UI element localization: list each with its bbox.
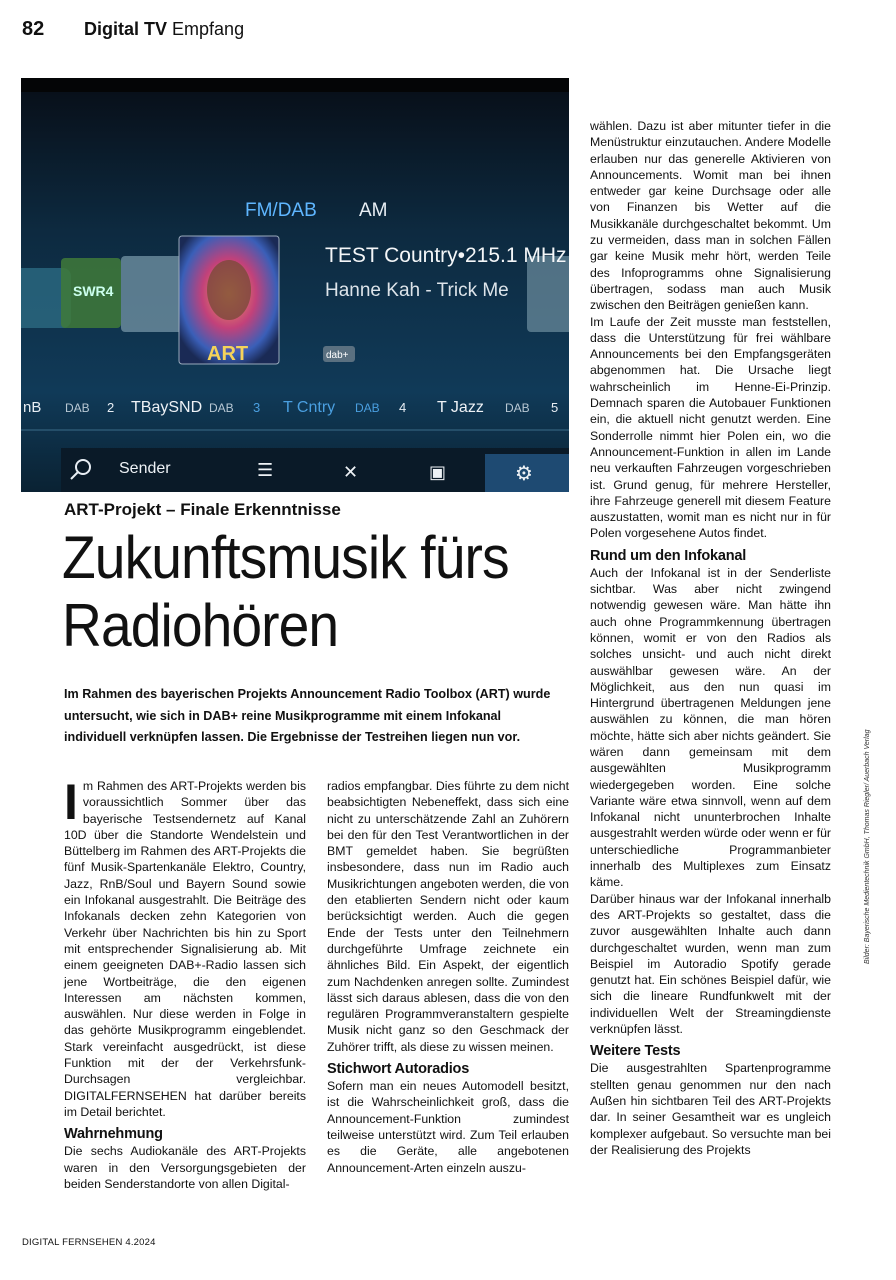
track-title: Hanne Kah - Trick Me: [325, 280, 509, 301]
svg-text:3: 3: [253, 400, 261, 415]
station-item[interactable]: T Jazz: [437, 399, 484, 416]
column-3: wählen. Dazu ist aber mitunter tiefer in die Menüstruktur einzutauchen. Andere Modelle erlauben nur das generelle Aktivieren von Announcements. Womit man bei ihnen entweder gar keine Durchsage oder alle von Finanzen bis Wetter auf die Musikkanäle durchgeschaltet bekommt. Um zu vermeiden, dass man in solchen Fällen gar keine Musik mehr hört, werden Teile des Infoprogramms ohne Signalisierung übertragen, sodass man auch Musik zwischen den Beiträgen genießen kann. Im Laufe der Zeit musste man feststellen, dass die Unterstützung für frei wählbare Announcements bei den Empfangsgeräten abgenommen hat. Die Ursache liegt wahrscheinlich im Henne-Ei-Prinzip. Demnach sparen die Autobauer Funktionen ein, die aktuell nicht genutzt werden. Eine Sonderrolle nimmt hier Polen ein, wo die Announcement-Funktion in allen im Lande neu verkauften Fahrzeugen vorgeschrieben ist. Grund genug, für mehrere Hersteller, ihre Fahrzeuge generell mit diesem Feature auszustatten, womit man es nicht nur in für Polen vorgesehene Autos findet. Rund um den Infokanal Auch der Infokanal ist in der Senderliste sichtbar. Was aber nicht zwingend notwendig gewesen wäre. Man hätte ihn auch ohne Programmkennung übertragen können, womit er von den Radios als solches unsicht- und auch nicht direkt auswählbar gewesen wäre. An der Möglichkeit, aus den nun quasi im Hintergrund übertragenen Meldungen jene auswählen zu können, die man hören möchte, hätte sich aber nichts geändert. Sie wären dann gemeinsam mit dem ausgewählten Musikprogramm wiedergegeben worden. Eine solche Variante wäre etwa sinnvoll, wenn auf dem Infokanal nicht ununterbrochen Inhalte ausgestrahlt werden würde oder wenn er für unterschiedliche Programmanbieter innerhalb des Multiplexes zum Einsatz käme. Darüber hinaus war der Infokanal innerhalb des ART-Projekts so gestaltet, dass die zuvor ausgewählten Inhalte auch dann durchgeschaltet wurden, wenn man zum Beispiel im Autoradio Spotify gerade genutzt hat. Ein schönes Beispiel dafür, wie sich die lineare Rundfunkwelt mit der individuellen Welt der Streamingdienste verknüpfen lässt. Weitere Tests Die ausgestrahlten Spartenprogramme stellten genau genommen nur den nach Außen hin sichtbaren Teil des ART-Projekts dar. In seiner Gesamtheit war es ungleich komplexer aufgebaut. So versuchte man bei der Realisierung des Projekts: [590, 119, 831, 1157]
svg-text:5: 5: [551, 400, 559, 415]
screen-icon[interactable]: ▣: [429, 462, 447, 483]
subheading: Wahrnehmung: [64, 1126, 163, 1143]
mute-icon[interactable]: ✕: [343, 462, 359, 483]
footer-issue: DIGITAL FERNSEHEN 4.2024: [22, 1237, 156, 1248]
page-number: 82: [22, 18, 45, 40]
subheading: Weitere Tests: [590, 1043, 681, 1060]
photo-credit: Bilder: Bayerische Medientechnik GmbH, Thomas Riegler/ Auerbach Verlag: [864, 729, 871, 964]
tab-am[interactable]: AM: [359, 200, 388, 221]
svg-text:2: 2: [107, 400, 115, 415]
station-item[interactable]: T Cntry: [283, 399, 336, 416]
station-name: TEST Country•215.1 MHz: [325, 244, 567, 267]
article-headline: Zukunftsmusik fürs Radiohören: [62, 524, 509, 659]
svg-text:DAB: DAB: [355, 401, 380, 415]
article-kicker: ART-Projekt – Finale Erkenntnisse: [64, 500, 341, 519]
subheading: Stichwort Autoradios: [327, 1061, 470, 1078]
svg-text:DAB: DAB: [65, 401, 90, 415]
dab-badge: dab+: [326, 350, 349, 361]
section-title: Digital TV Empfang: [84, 19, 245, 39]
svg-text:DAB: DAB: [505, 401, 530, 415]
swr4-tile[interactable]: SWR4: [73, 283, 114, 299]
gear-icon[interactable]: ⚙: [515, 461, 533, 485]
infotainment-photo: [21, 78, 569, 492]
search-button[interactable]: Sender: [119, 460, 171, 477]
column-1: Im Rahmen des ART-Projekts werden bis voraussichtlich Sommer über das bayerische Testsendernetz auf Kanal 10D über die Standorte Wendelstein und Büttelberg im Rahmen des ART-Projekts die fünf Musik-Spartenkanäle Elektro, Country, Jazz, RnB/Soul und Bayern Sound sowie ein Infokanal ausgestrahlt. Die Beiträge des Infokanals decken zehn Kategorien von Verkehr über Nachrichten bis hin zu Sport mit entsprechender Signalisierung ab. Mit einem geeigneten DAB+-Radio lassen sich jene Wortbeiträge, die den eigenen Interessen am nächsten kommen, auswählen. Nur diese werden in Folge in das gehörte Musikprogramm eingeblendet. Stark vereinfacht ausgedrückt, ist diese Funktion mit der der Verkehrsfunk-Durchsagen vergleichbar. DIGITALFERNSEHEN hat darüber bereits im Detail berichtet. Wahrnehmung Die sechs Audiokanäle des ART-Projekts waren in den Versorgungsgebieten der beiden Senderstandorte von allen Digital-: [64, 774, 306, 1191]
tab-fm-dab[interactable]: FM/DAB: [245, 200, 317, 221]
svg-text:nB: nB: [23, 399, 42, 416]
subheading: Rund um den Infokanal: [590, 547, 747, 564]
column-2: radios empfangbar. Dies führte zu dem nicht beabsichtigten Nebeneffekt, dass sich eine nicht zu unterschätzende Zahl an Zuhörern bei den für den Test Verantwortlichen in der BMT gemeldet haben. Sie begrüßten insbesondere, dass nun im Radio auch Musikrichtungen angeboten werden, die von den etablierten Sendern nicht oder kaum berücksichtigt werden. Auch die gegen Ende der Tests unter den Teilnehmern durchgeführte Umfrage zeichnete ein ähnliches Bild. Ein Aspekt, der eigentlich zum Nachdenken anregen sollte. Zumindest lässt sich daraus ablesen, dass die von den regulären Programmveranstaltern gespielte Musik nicht ganz so den Geschmack der Zuhörer trifft, als diese zu wissen meinen. Stichwort Autoradios Sofern man ein neues Automodell besitzt, ist die Wahrscheinlichkeit groß, dass die Announcement-Funktion zumindest teilweise unterstützt wird. Zum Teil erlauben es die Geräte, alle angebotenen Announcement-Arten einzeln auszu-: [327, 779, 569, 1175]
list-icon[interactable]: ☰: [257, 460, 274, 481]
article-lead: Im Rahmen des bayerischen Projekts Announcement Radio Toolbox (ART) wurde untersucht, wie sich in DAB+ reine Musikprogramme mit einem Infokanal individuell verknüpfen lassen. Die Ergebnisse der Testreihen liegen nun vor.: [64, 687, 551, 744]
station-item[interactable]: TBaySND: [131, 399, 203, 416]
dropcap: I: [64, 774, 78, 830]
album-label: ART: [207, 343, 249, 365]
svg-text:DAB: DAB: [209, 401, 234, 415]
svg-text:4: 4: [399, 400, 407, 415]
